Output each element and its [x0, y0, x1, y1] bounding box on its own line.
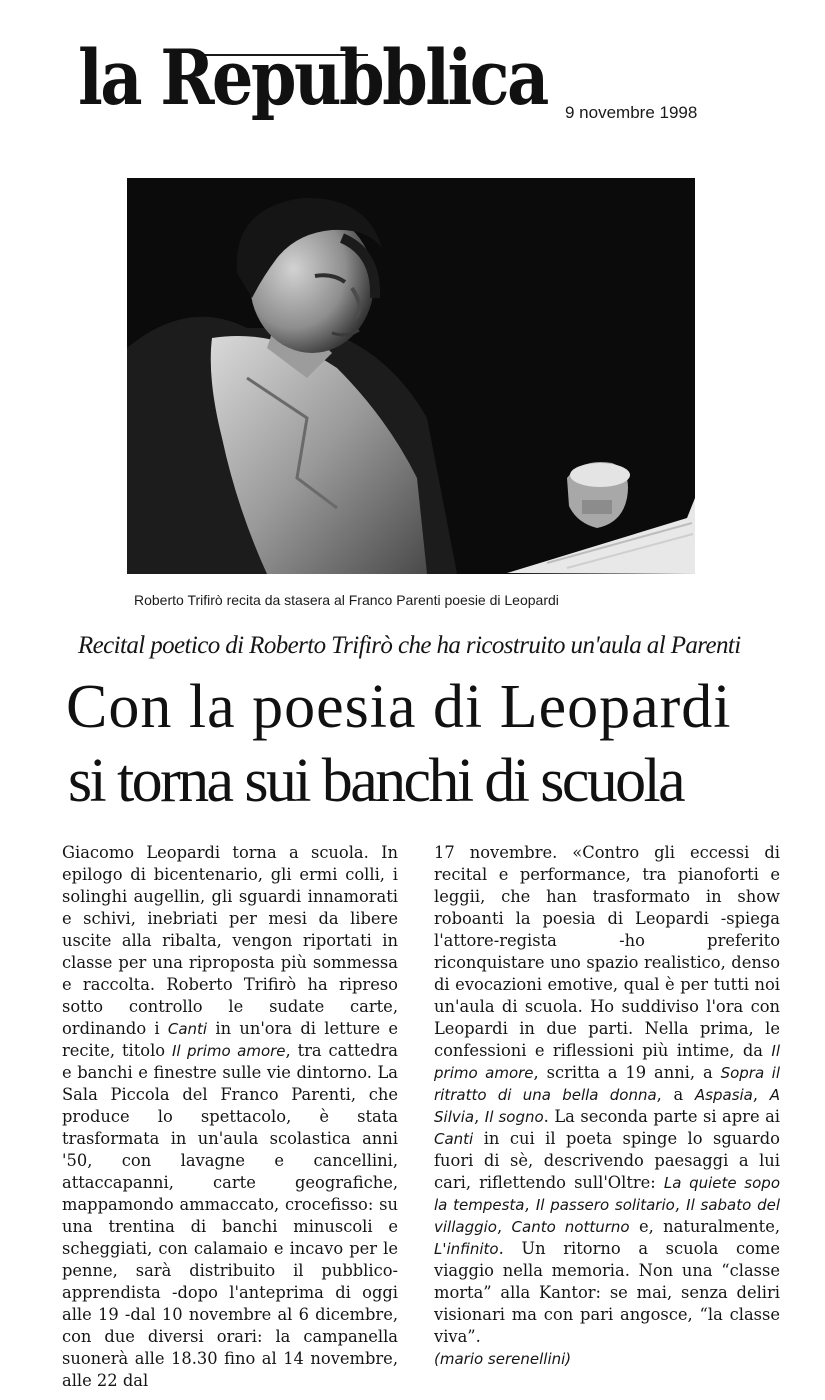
photo-caption: Roberto Trifirò recita da stasera al Franco Parenti poesie di Leopardi	[134, 592, 559, 608]
headline-line-1: Con la poesia di Leopardi	[66, 673, 732, 741]
headline-line-2: si torna sui banchi di scuola	[68, 747, 684, 815]
column-1-text: Giacomo Leopardi torna a scuola. In epilogo di bicentenario, gli ermi colli, i solinghi augellin, gli sguardi innamorati e schivi, inebriati per mesi da libere uscite alla ribalta, vengon riportati in classe per una riproposta più sommessa e raccolta. Roberto Trifirò ha ripreso sotto controllo le sudate carte, ordinando i Canti in un'ora di letture e recite, titolo Il primo amore, tra cattedra e banchi e finestre sulle vie dintorno. La Sala Piccola del Franco Parenti, che produce lo spettacolo, è stata trasformata in un'aula scolastica anni '50, con lavagne e cancellini, attaccapanni, carte geografiche, mappamondo ammaccato, crocefisso: su una trentina di banchi minuscoli e scheggiati, con calamaio e incavo per le penne, sarà distribuito il pubblico-apprendista -dopo l'anteprima di oggi alle 19 -dal 10 novembre al 6 dicembre, con due diversi orari: la campanella suonerà alle 18.30 fino al 14 novembre, alle 22 dal	[62, 843, 398, 1390]
publication-date: 9 novembre 1998	[565, 103, 698, 122]
article-photo	[127, 178, 695, 574]
article-column-1	[62, 842, 398, 1392]
masthead	[78, 18, 547, 128]
author-signature: (mario serenellini)	[434, 1350, 572, 1368]
newspaper-logo: la Repubblica	[78, 33, 547, 122]
article-kicker: Recital poetico di Roberto Trifirò che ha ricostruito un'aula al Parenti	[78, 632, 741, 659]
column-2-text: 17 novembre. «Contro gli eccessi di recital e performance, tra pianoforti e leggii, che han trasformato in show roboanti la poesia di Leopardi -spiega l'attore-regista -ho preferito riconquistare uno spazio realistico, denso di evocazioni emotive, qual è per tutti noi un'aula di scuola. Ho suddiviso l'ora con Leopardi in due parti. Nella prima, le confessioni e riflessioni più intime, da Il primo amore, scritta a 19 anni, a Sopra il ritratto di una bella donna, a Aspasia, A Silvia, Il sogno. La seconda parte si apre ai Canti in cui il poeta spinge lo sguardo fuori di sè, descrivendo paesaggi a lui cari, riflettendo sull'Oltre: La quiete sopo la tempesta, Il passero solitario, Il sabato del villaggio, Canto notturno e, naturalmente, L'infinito. Un ritorno a scuola come viaggio nella memoria. Non una “classe morta” alla Kantor: se mai, senza deliri visionari ma con pari angosce, “la classe viva”.	[434, 843, 781, 1346]
article-column-2	[434, 842, 780, 1370]
